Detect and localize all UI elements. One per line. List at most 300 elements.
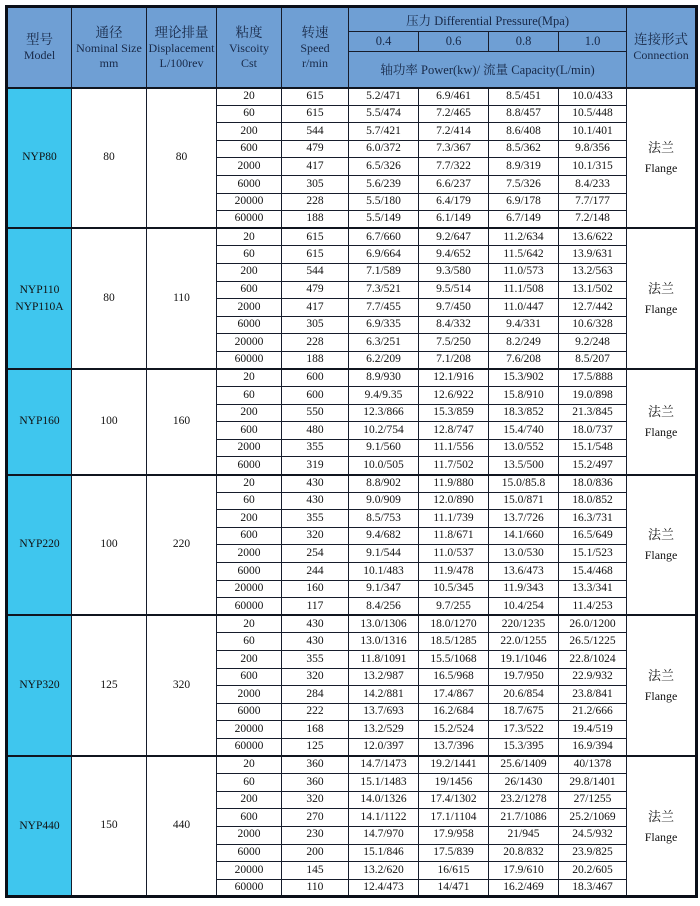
power-capacity-cell-p0.8: 16.2/469 [489,879,559,897]
power-capacity-cell-p0.8: 11.5/642 [489,246,559,264]
power-capacity-cell-p0.4: 12.3/866 [349,404,419,422]
power-capacity-cell-p0.6: 17.4/867 [419,686,489,704]
speed-cell: 355 [282,439,349,457]
connection-en: Flange [644,829,678,844]
power-capacity-cell-p1.0: 22.8/1024 [559,651,627,669]
power-capacity-cell-p1.0: 18.0/836 [559,475,627,493]
speed-cell: 479 [282,281,349,299]
power-capacity-cell-p0.8: 6.7/149 [489,211,559,229]
speed-cell: 615 [282,88,349,106]
power-capacity-cell-p0.6: 16.2/684 [419,703,489,721]
table-row [7,475,697,493]
power-capacity-cell-p1.0: 12.7/442 [559,299,627,317]
table-header [7,7,697,88]
connection-en: Flange [644,689,678,704]
viscosity-cell: 6000 [217,563,282,581]
table-row [7,369,697,387]
power-capacity-cell-p1.0: 26.0/1200 [559,615,627,633]
power-capacity-cell-p0.4: 9.1/347 [349,580,419,598]
table-row [7,88,697,106]
power-capacity-cell-p0.6: 11.1/556 [419,439,489,457]
power-capacity-cell-p0.8: 7.5/326 [489,175,559,193]
power-capacity-cell-p1.0: 16.9/394 [559,738,627,756]
col-header-pressure-title: 压力 Differential Pressure(Mpa) [349,7,627,32]
power-capacity-cell-p0.4: 14.1/1122 [349,809,419,827]
displacement-cell: 440 [147,756,217,897]
col-header-size-zh: 通径 [95,24,123,40]
col-header-conn-zh: 连接形式 [634,32,689,48]
power-capacity-cell-p0.6: 6.1/149 [419,211,489,229]
viscosity-cell: 60000 [217,598,282,616]
model-name: NYP110 [19,283,60,296]
connection-zh: 法兰 [648,527,675,543]
viscosity-cell: 600 [217,140,282,158]
table-body [7,88,697,897]
connection-zh: 法兰 [648,281,675,297]
nominal-size-cell: 80 [72,228,147,369]
power-capacity-cell-p0.4: 5.5/474 [349,105,419,123]
power-capacity-cell-p0.4: 5.6/239 [349,175,419,193]
power-capacity-cell-p1.0: 10.1/401 [559,123,627,141]
model-name: NYP440 [19,819,60,832]
power-capacity-cell-p0.8: 15.8/910 [489,387,559,405]
power-capacity-cell-p0.8: 8.5/362 [489,140,559,158]
speed-cell: 117 [282,598,349,616]
power-capacity-cell-p1.0: 7.7/177 [559,193,627,211]
power-capacity-cell-p0.4: 8.5/753 [349,510,419,528]
col-header-model [7,7,72,88]
viscosity-cell: 20 [217,615,282,633]
col-header-disp-en: Displacement [148,40,215,55]
power-capacity-cell-p0.8: 13.0/530 [489,545,559,563]
nominal-size-cell: 100 [72,369,147,475]
power-capacity-cell-p0.4: 5.7/421 [349,123,419,141]
col-header-model-zh: 型号 [26,32,53,48]
displacement-cell: 320 [147,615,217,756]
power-capacity-cell-p0.4: 6.9/664 [349,246,419,264]
col-header-viscosity [217,7,282,88]
viscosity-cell: 200 [217,123,282,141]
speed-cell: 550 [282,404,349,422]
power-capacity-cell-p0.8: 18.3/852 [489,404,559,422]
nominal-size-cell: 80 [72,88,147,229]
power-capacity-cell-p0.4: 6.7/660 [349,228,419,246]
nominal-size-cell: 150 [72,756,147,897]
connection-cell [627,615,697,756]
power-capacity-cell-p1.0: 27/1255 [559,791,627,809]
power-capacity-cell-p0.6: 13.7/396 [419,738,489,756]
power-capacity-cell-p1.0: 29.8/1401 [559,774,627,792]
speed-cell: 222 [282,703,349,721]
power-capacity-cell-p1.0: 13.2/563 [559,263,627,281]
power-capacity-cell-p1.0: 18.0/852 [559,492,627,510]
power-capacity-cell-p0.8: 14.1/660 [489,527,559,545]
power-capacity-cell-p0.8: 8.8/457 [489,105,559,123]
power-capacity-cell-p0.4: 13.2/987 [349,668,419,686]
power-capacity-cell-p0.6: 6.4/179 [419,193,489,211]
viscosity-cell: 60000 [217,211,282,229]
power-capacity-cell-p0.6: 9.5/514 [419,281,489,299]
power-capacity-cell-p1.0: 11.4/253 [559,598,627,616]
speed-cell: 110 [282,879,349,897]
power-capacity-cell-p1.0: 18.3/467 [559,879,627,897]
model-cell-NYP320 [7,615,72,756]
power-capacity-cell-p0.4: 9.0/909 [349,492,419,510]
power-capacity-cell-p0.4: 6.3/251 [349,334,419,352]
col-header-speed [282,7,349,88]
power-capacity-cell-p0.8: 11.1/508 [489,281,559,299]
viscosity-cell: 2000 [217,299,282,317]
power-capacity-cell-p0.8: 220/1235 [489,615,559,633]
speed-cell: 615 [282,105,349,123]
viscosity-cell: 2000 [217,158,282,176]
power-capacity-cell-p0.4: 14.2/881 [349,686,419,704]
speed-cell: 228 [282,334,349,352]
power-capacity-cell-p1.0: 15.1/523 [559,545,627,563]
viscosity-cell: 600 [217,527,282,545]
power-capacity-cell-p0.6: 9.7/255 [419,598,489,616]
power-capacity-cell-p0.8: 15.4/740 [489,422,559,440]
speed-cell: 270 [282,809,349,827]
viscosity-cell: 600 [217,281,282,299]
power-capacity-cell-p0.4: 13.0/1316 [349,633,419,651]
connection-cell [627,756,697,897]
speed-cell: 480 [282,422,349,440]
table-row [7,228,697,246]
power-capacity-cell-p1.0: 13.6/622 [559,228,627,246]
power-capacity-cell-p0.6: 19/1456 [419,774,489,792]
speed-cell: 188 [282,211,349,229]
model-cell-NYP160 [7,369,72,475]
power-capacity-cell-p0.8: 10.4/254 [489,598,559,616]
power-capacity-cell-p0.8: 15.0/85.8 [489,475,559,493]
power-capacity-cell-p1.0: 17.5/888 [559,369,627,387]
viscosity-cell: 60 [217,774,282,792]
speed-cell: 479 [282,140,349,158]
col-header-speed-en: Speed [300,40,330,55]
power-capacity-cell-p0.6: 11.9/478 [419,563,489,581]
col-header-displacement [147,7,217,88]
power-capacity-cell-p1.0: 15.1/548 [559,439,627,457]
speed-cell: 360 [282,774,349,792]
power-capacity-cell-p1.0: 15.2/497 [559,457,627,475]
power-capacity-cell-p0.6: 7.3/367 [419,140,489,158]
power-capacity-cell-p1.0: 8.5/207 [559,351,627,369]
power-capacity-cell-p1.0: 9.2/248 [559,334,627,352]
power-capacity-cell-p0.4: 10.2/754 [349,422,419,440]
connection-cell [627,88,697,229]
viscosity-cell: 20 [217,756,282,774]
power-capacity-cell-p0.4: 14.7/1473 [349,756,419,774]
model-name: NYP160 [19,415,60,428]
power-capacity-cell-p0.8: 11.2/634 [489,228,559,246]
power-capacity-cell-p0.8: 15.3/395 [489,738,559,756]
power-capacity-cell-p0.4: 10.0/505 [349,457,419,475]
model-name: NYP110A [15,300,64,313]
power-capacity-cell-p0.4: 5.5/149 [349,211,419,229]
power-capacity-cell-p1.0: 10.1/315 [559,158,627,176]
power-capacity-cell-p0.8: 11.0/573 [489,263,559,281]
speed-cell: 355 [282,510,349,528]
nominal-size-cell: 125 [72,615,147,756]
power-capacity-cell-p0.8: 21.7/1086 [489,809,559,827]
speed-cell: 320 [282,791,349,809]
power-capacity-cell-p0.4: 13.7/693 [349,703,419,721]
power-capacity-cell-p0.8: 13.6/473 [489,563,559,581]
power-capacity-cell-p0.4: 15.1/1483 [349,774,419,792]
connection-en: Flange [644,302,678,317]
speed-cell: 430 [282,492,349,510]
speed-cell: 360 [282,756,349,774]
power-capacity-cell-p0.4: 9.4/9.35 [349,387,419,405]
speed-cell: 254 [282,545,349,563]
viscosity-cell: 60 [217,387,282,405]
speed-cell: 230 [282,826,349,844]
power-capacity-cell-p1.0: 18.0/737 [559,422,627,440]
viscosity-cell: 600 [217,422,282,440]
viscosity-cell: 6000 [217,316,282,334]
viscosity-cell: 60000 [217,351,282,369]
displacement-cell: 220 [147,475,217,616]
power-capacity-cell-p0.6: 11.1/739 [419,510,489,528]
col-header-pressure-0.8: 0.8 [489,32,559,52]
power-capacity-cell-p0.6: 19.2/1441 [419,756,489,774]
table-row [7,756,697,774]
viscosity-cell: 6000 [217,175,282,193]
power-capacity-cell-p0.6: 7.5/250 [419,334,489,352]
speed-cell: 544 [282,263,349,281]
connection-zh: 法兰 [648,668,675,684]
power-capacity-cell-p0.6: 12.8/747 [419,422,489,440]
viscosity-cell: 20 [217,228,282,246]
power-capacity-cell-p0.4: 5.2/471 [349,88,419,106]
power-capacity-cell-p0.4: 9.4/682 [349,527,419,545]
speed-cell: 160 [282,580,349,598]
power-capacity-cell-p1.0: 19.4/519 [559,721,627,739]
power-capacity-cell-p0.4: 11.8/1091 [349,651,419,669]
viscosity-cell: 2000 [217,826,282,844]
power-capacity-cell-p0.8: 17.3/522 [489,721,559,739]
power-capacity-cell-p0.8: 9.4/331 [489,316,559,334]
viscosity-cell: 20 [217,369,282,387]
viscosity-cell: 60000 [217,879,282,897]
speed-cell: 168 [282,721,349,739]
col-header-visc-zh: 粘度 [235,24,263,40]
connection-zh: 法兰 [648,404,675,420]
model-cell-NYP80 [7,88,72,229]
power-capacity-cell-p0.8: 11.0/447 [489,299,559,317]
power-capacity-cell-p0.4: 15.1/846 [349,844,419,862]
power-capacity-cell-p0.8: 20.8/832 [489,844,559,862]
power-capacity-cell-p0.4: 7.7/455 [349,299,419,317]
power-capacity-cell-p0.6: 12.1/916 [419,369,489,387]
power-capacity-cell-p0.4: 6.5/326 [349,158,419,176]
speed-cell: 417 [282,299,349,317]
model-name: NYP320 [19,679,60,692]
col-header-size-unit: mm [99,55,119,70]
power-capacity-cell-p0.4: 7.1/589 [349,263,419,281]
power-capacity-cell-p1.0: 21.2/666 [559,703,627,721]
power-capacity-cell-p1.0: 23.9/825 [559,844,627,862]
power-capacity-cell-p0.8: 20.6/854 [489,686,559,704]
power-capacity-cell-p0.6: 11.7/502 [419,457,489,475]
power-capacity-cell-p0.6: 15.5/1068 [419,651,489,669]
power-capacity-cell-p0.4: 12.0/397 [349,738,419,756]
col-header-visc-en: Viscoity [229,40,269,55]
col-header-pressure-0.6: 0.6 [419,32,489,52]
viscosity-cell: 20000 [217,193,282,211]
power-capacity-cell-p0.4: 13.2/529 [349,721,419,739]
power-capacity-cell-p0.8: 15.3/902 [489,369,559,387]
power-capacity-cell-p0.4: 9.1/544 [349,545,419,563]
power-capacity-cell-p0.6: 9.4/652 [419,246,489,264]
col-header-disp-unit: L/100rev [159,55,204,70]
power-capacity-cell-p0.6: 9.7/450 [419,299,489,317]
power-capacity-cell-p1.0: 10.6/328 [559,316,627,334]
power-capacity-cell-p0.6: 9.2/647 [419,228,489,246]
power-capacity-cell-p1.0: 23.8/841 [559,686,627,704]
speed-cell: 188 [282,351,349,369]
power-capacity-cell-p0.8: 8.6/408 [489,123,559,141]
viscosity-cell: 2000 [217,545,282,563]
viscosity-cell: 6000 [217,457,282,475]
col-header-conn-en: Connection [633,48,689,63]
power-capacity-cell-p0.4: 10.1/483 [349,563,419,581]
col-header-power-capacity: 轴功率 Power(kw)/ 流量 Capacity(L/min) [349,52,627,88]
power-capacity-cell-p1.0: 13.1/502 [559,281,627,299]
pump-spec-table [5,5,698,898]
power-capacity-cell-p0.4: 7.3/521 [349,281,419,299]
power-capacity-cell-p1.0: 40/1378 [559,756,627,774]
speed-cell: 145 [282,862,349,880]
viscosity-cell: 20 [217,475,282,493]
power-capacity-cell-p1.0: 16.3/731 [559,510,627,528]
power-capacity-cell-p1.0: 21.3/845 [559,404,627,422]
viscosity-cell: 2000 [217,686,282,704]
viscosity-cell: 6000 [217,703,282,721]
power-capacity-cell-p0.4: 6.9/335 [349,316,419,334]
power-capacity-cell-p0.8: 13.0/552 [489,439,559,457]
power-capacity-cell-p0.6: 7.2/414 [419,123,489,141]
viscosity-cell: 200 [217,510,282,528]
power-capacity-cell-p1.0: 8.4/233 [559,175,627,193]
power-capacity-cell-p1.0: 10.5/448 [559,105,627,123]
power-capacity-cell-p1.0: 15.4/468 [559,563,627,581]
connection-en: Flange [644,548,678,563]
viscosity-cell: 60000 [217,738,282,756]
col-header-nominal-size [72,7,147,88]
model-cell-NYP220 [7,475,72,616]
speed-cell: 305 [282,175,349,193]
power-capacity-cell-p1.0: 7.2/148 [559,211,627,229]
power-capacity-cell-p0.4: 6.0/372 [349,140,419,158]
power-capacity-cell-p0.6: 18.0/1270 [419,615,489,633]
connection-cell [627,369,697,475]
col-header-speed-zh: 转速 [301,24,329,40]
model-name: NYP220 [19,538,60,551]
viscosity-cell: 60 [217,246,282,264]
power-capacity-cell-p0.6: 17.5/839 [419,844,489,862]
viscosity-cell: 200 [217,791,282,809]
connection-zh: 法兰 [648,140,675,156]
speed-cell: 228 [282,193,349,211]
col-header-size-en: Nominal Size [76,40,142,55]
power-capacity-cell-p0.4: 8.4/256 [349,598,419,616]
power-capacity-cell-p1.0: 25.2/1069 [559,809,627,827]
connection-en: Flange [644,161,678,176]
speed-cell: 125 [282,738,349,756]
power-capacity-cell-p0.8: 25.6/1409 [489,756,559,774]
power-capacity-cell-p0.8: 11.9/343 [489,580,559,598]
power-capacity-cell-p0.8: 6.9/178 [489,193,559,211]
power-capacity-cell-p0.6: 17.9/958 [419,826,489,844]
displacement-cell: 80 [147,88,217,229]
speed-cell: 615 [282,246,349,264]
col-header-visc-unit: Cst [240,55,257,70]
power-capacity-cell-p1.0: 22.9/932 [559,668,627,686]
speed-cell: 600 [282,387,349,405]
col-header-pressure-0.4: 0.4 [349,32,419,52]
model-cell-NYP110 [7,228,72,369]
power-capacity-cell-p0.8: 7.6/208 [489,351,559,369]
speed-cell: 615 [282,228,349,246]
power-capacity-cell-p1.0: 16.5/649 [559,527,627,545]
power-capacity-cell-p0.8: 17.9/610 [489,862,559,880]
power-capacity-cell-p0.6: 11.8/671 [419,527,489,545]
power-capacity-cell-p1.0: 10.0/433 [559,88,627,106]
speed-cell: 284 [282,686,349,704]
speed-cell: 544 [282,123,349,141]
power-capacity-cell-p0.8: 8.9/319 [489,158,559,176]
power-capacity-cell-p0.8: 21/945 [489,826,559,844]
speed-cell: 320 [282,527,349,545]
power-capacity-cell-p1.0: 26.5/1225 [559,633,627,651]
power-capacity-cell-p0.6: 16/615 [419,862,489,880]
speed-cell: 600 [282,369,349,387]
viscosity-cell: 60 [217,633,282,651]
power-capacity-cell-p0.4: 8.8/902 [349,475,419,493]
power-capacity-cell-p0.6: 6.9/461 [419,88,489,106]
viscosity-cell: 20000 [217,721,282,739]
power-capacity-cell-p0.6: 18.5/1285 [419,633,489,651]
power-capacity-cell-p0.8: 22.0/1255 [489,633,559,651]
power-capacity-cell-p0.8: 15.0/871 [489,492,559,510]
power-capacity-cell-p0.4: 13.0/1306 [349,615,419,633]
col-header-speed-unit: r/min [302,55,328,70]
speed-cell: 430 [282,475,349,493]
speed-cell: 244 [282,563,349,581]
power-capacity-cell-p0.6: 12.6/922 [419,387,489,405]
col-header-pressure-1.0: 1.0 [559,32,627,52]
connection-cell [627,228,697,369]
viscosity-cell: 2000 [217,439,282,457]
connection-cell [627,475,697,616]
power-capacity-cell-p0.8: 26/1430 [489,774,559,792]
power-capacity-cell-p0.8: 13.5/500 [489,457,559,475]
viscosity-cell: 200 [217,404,282,422]
power-capacity-cell-p0.6: 7.1/208 [419,351,489,369]
power-capacity-cell-p1.0: 20.2/605 [559,862,627,880]
model-name: NYP80 [22,151,57,164]
viscosity-cell: 20000 [217,580,282,598]
speed-cell: 320 [282,668,349,686]
viscosity-cell: 60 [217,492,282,510]
power-capacity-cell-p0.8: 8.2/249 [489,334,559,352]
power-capacity-cell-p1.0: 13.9/631 [559,246,627,264]
speed-cell: 430 [282,633,349,651]
speed-cell: 355 [282,651,349,669]
power-capacity-cell-p0.4: 6.2/209 [349,351,419,369]
